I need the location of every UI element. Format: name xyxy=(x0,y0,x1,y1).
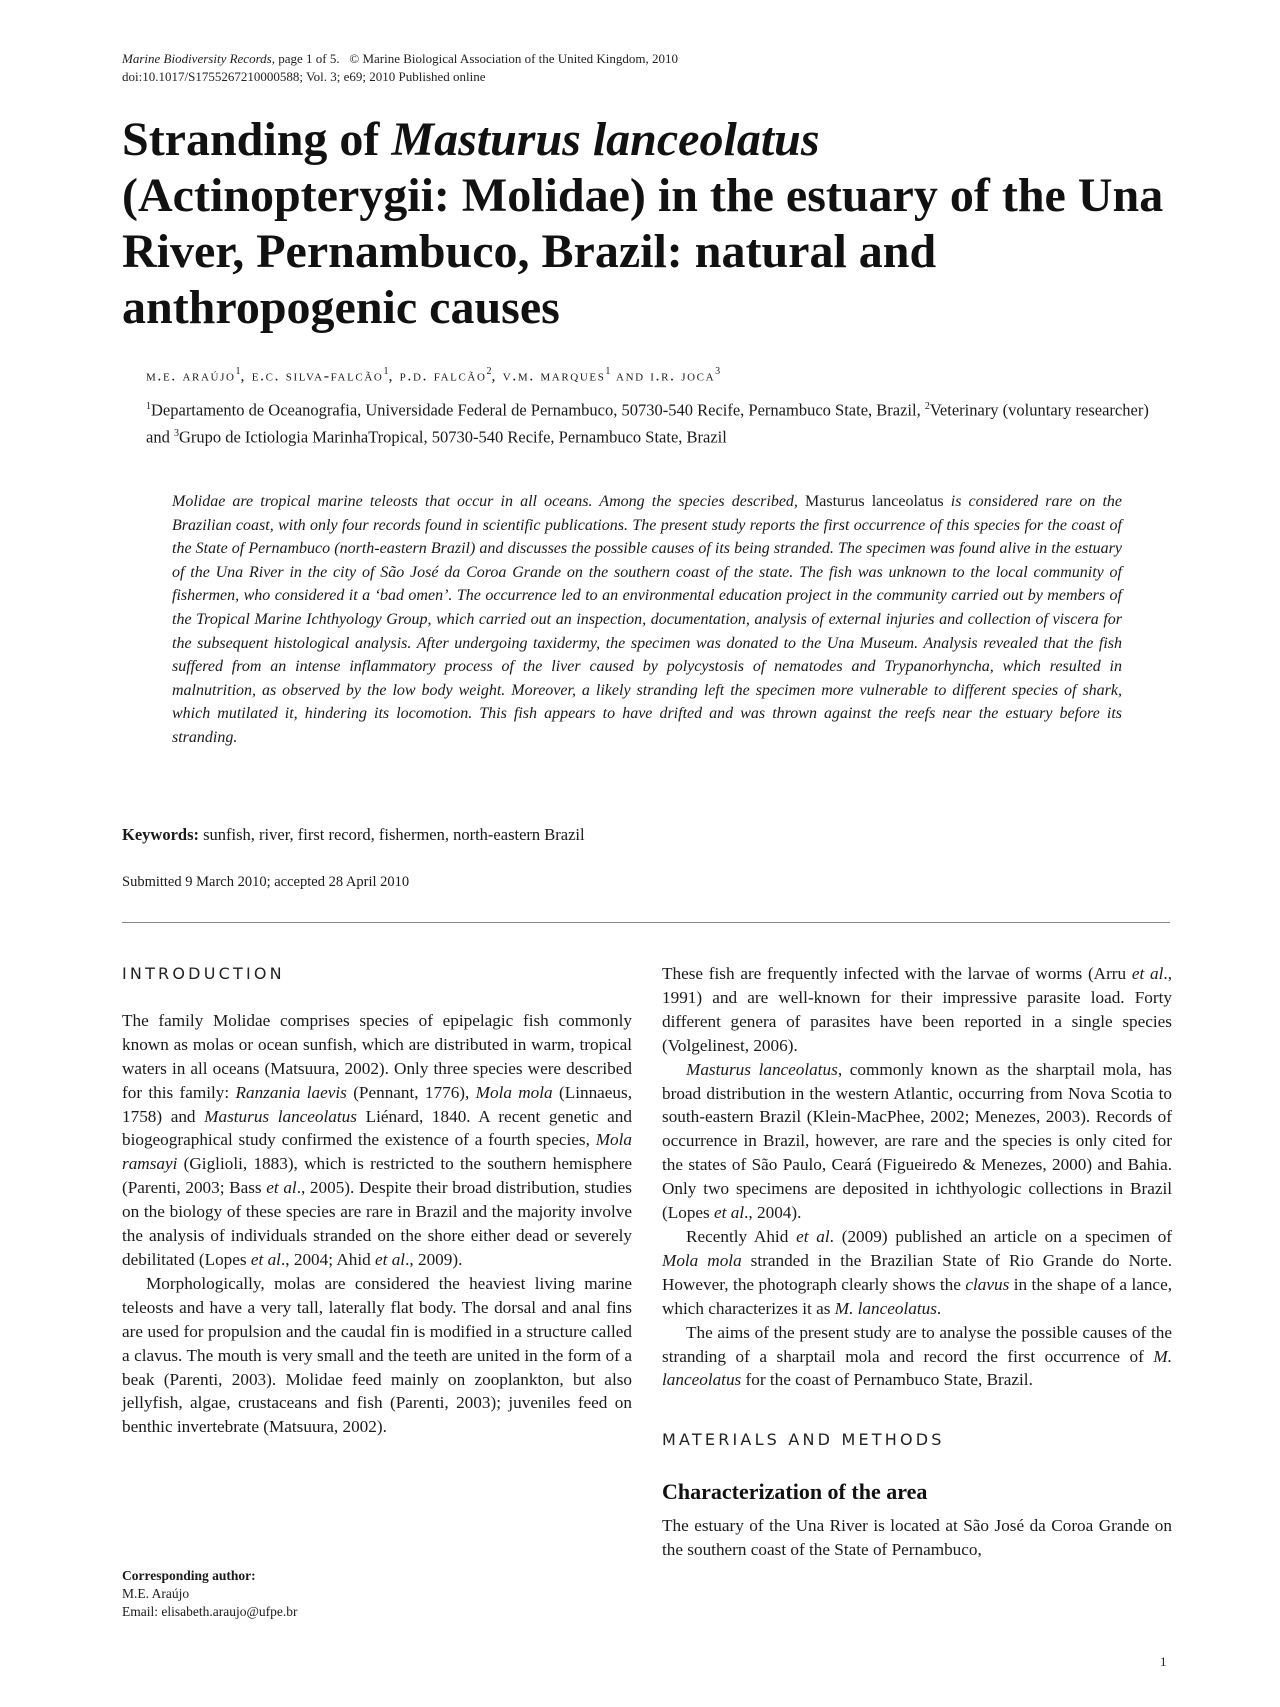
keywords-text: sunfish, river, first record, fishermen, north-eastern Brazil xyxy=(199,825,585,844)
journal-header xyxy=(122,50,1172,86)
title-part-2: (Actinopterygii: Molidae) in the estuary of the Una River, Pernambuco, Brazil: natural and anthropogenic causes xyxy=(122,169,1164,334)
area-subheading: Characterization of the area xyxy=(662,1479,928,1505)
journal-page-info: , page 1 of 5. xyxy=(271,51,340,66)
author-4: , v.m. marques xyxy=(491,367,606,385)
intro-paragraph-6: The aims of the present study are to analyse the possible causes of the stranding of a sharptail mola and record the first occurrence of M. lanceolatus for the coast of Pernambuco State, Brazil. xyxy=(662,1322,1172,1390)
keywords-label: Keywords: xyxy=(122,825,199,844)
abstract-text-1: Molidae are tropical marine teleosts that occur in all oceans. Among the species described, xyxy=(172,493,806,510)
title-species: Masturus lanceolatus xyxy=(391,113,820,166)
author-1: m.e. araújo xyxy=(146,367,236,385)
author-affiliations xyxy=(146,395,1176,448)
abstract-species: Masturus lanceolatus xyxy=(805,493,944,510)
author-2: , e.c. silva-falcão xyxy=(240,367,384,385)
article-title xyxy=(122,112,1182,336)
intro-paragraph-3: These fish are frequently infected with the larvae of worms (Arru et al., 1991) and are well-known for their impressive parasite load. Forty different genera of parasites have been reported in a single species (Volgelinest, 2006). xyxy=(662,964,1172,1055)
affil-sup-3: 3 xyxy=(173,427,179,439)
affil-sup-1: 1 xyxy=(146,401,151,412)
affil-sup-2: 2 xyxy=(924,401,930,412)
journal-name: Marine Biodiversity Records xyxy=(122,51,272,66)
journal-doi-line: doi:10.1017/S1755267210000588; Vol. 3; e69; 2010 Published online xyxy=(122,69,486,84)
corresponding-name: M.E. Araújo xyxy=(122,1586,190,1601)
corresponding-author xyxy=(122,1567,622,1621)
intro-paragraph-5: Recently Ahid et al. (2009) published an article on a specimen of Mola mola stranded in the Brazilian State of Rio Grande do Norte. However, the photograph clearly shows the clavus in the shape of a lance, which characterizes it as M. lanceolatus. xyxy=(662,1226,1173,1318)
corresponding-label: Corresponding author: xyxy=(122,1568,256,1583)
abstract xyxy=(172,490,1122,750)
intro-paragraph-4: Masturus lanceolatus, commonly known as the sharptail mola, has broad distribution in the western Atlantic, occurring from Nova Scotia to south-eastern Brazil (Klein-MacPhee, 2002; Menezes, 2003). Records of occurrence in Brazil, however, are rare and the species is only cited for the states of São Paulo, Ceará (Figueiredo & Menezes, 2000) and Bahia. Only two specimens are deposited in ichthyologic collections in Brazil (Lopes et al., 2004). xyxy=(662,1059,1172,1223)
title-part-1: Stranding of xyxy=(122,113,392,166)
abstract-text-2: is considered rare on the Brazilian coast, with only four records found in scientific publications. The present study reports the first occurrence of this species for the coast of the State of Pernambuco (north-eastern Brazil) and discusses the possible causes of its being stranded. The specimen was found alive in the estuary of the Una River in the city of São José da Coroa Grande on the southern coast of the state. The fish was unknown to the local community of fishermen, who considered it a ‘bad omen’. The occurrence led to an environmental education project in the community carried out by members of the Tropical Marine Ichthyology Group, which carried out an inspection, documentation, analysis of external injuries and collection of viscera for the subsequent histological analysis. After undergoing taxidermy, the specimen was donated to the Una Museum. Analysis revealed that the fish suffered from an intense inflammatory process of the liver caused by polycystosis of nematodes and Trypanorhyncha, which resulted in malnutrition, as observed by the low body weight. Moreover, a likely stranding left the specimen more vulnerable to different species of shark, which mutilated it, hindering its locomotion. This fish appears to have drifted and was thrown against the reefs near the estuary before its stranding. xyxy=(172,493,1122,746)
right-column xyxy=(662,962,1172,1562)
keywords xyxy=(122,825,1172,845)
intro-paragraph-1: The family Molidae comprises species of epipelagic fish commonly known as molas or ocean sunfish, which are distributed in warm, tropical waters in all oceans (Matsuura, 2002). Only three species were described for this family: Ranzania laevis (Pennant, 1776), Mola mola (Linnaeus, 1758) and Masturus lanceolatus Liénard, 1840. A recent genetic and biogeographical study confirmed the existence of a fourth species, Mola ramsayi (Giglioli, 1883), which is restricted to the southern hemisphere (Parenti, 2003; Bass et al., 2005). Despite their broad distribution, studies on the biology of these species are rare in Brazil and the majority involve the analysis of individuals stranded on the shore either dead or severely debilitated (Lopes et al., 2004; Ahid et al., 2009). xyxy=(122,1010,633,1269)
affil-3: Grupo de Ictiologia MarinhaTropical, 50730-540 Recife, Pernambuco State, Brazil xyxy=(178,427,727,446)
corresponding-email: Email: elisabeth.araujo@ufpe.br xyxy=(122,1604,298,1619)
left-column xyxy=(122,962,632,1439)
journal-copyright: © Marine Biological Association of the United Kingdom, 2010 xyxy=(349,51,679,66)
page-number: 1 xyxy=(1160,1654,1167,1669)
author-2-sup: 1 xyxy=(383,366,389,377)
author-5-sup: 3 xyxy=(715,366,721,377)
author-3-sup: 2 xyxy=(486,366,492,377)
author-1-sup: 1 xyxy=(235,366,241,377)
author-4-sup: 1 xyxy=(605,366,611,377)
affil-2: Veterinary (voluntary researcher) and xyxy=(146,400,1149,446)
affil-1: Departamento de Oceanografia, Universidade Federal de Pernambuco, 50730-540 Recife, Pernambuco State, Brazil, xyxy=(151,400,925,420)
introduction-heading: INTRODUCTION xyxy=(122,964,285,983)
submission-dates: Submitted 9 March 2010; accepted 28 April 2010 xyxy=(122,874,410,890)
section-divider xyxy=(122,922,1170,923)
author-list xyxy=(146,366,1176,385)
intro-paragraph-2: Morphologically, molas are considered the heaviest living marine teleosts and have a very tall, laterally flat body. The dorsal and anal fins are used for propulsion and the caudal fin is modified in a structure called a clavus. The mouth is very small and the teeth are united in the form of a beak (Parenti, 2003). Molidae feed mainly on zooplankton, but also jellyfish, algae, crustaceans and fish (Parenti, 2003); juveniles feed on benthic invertebrate (Matsuura, 2002). xyxy=(122,1273,632,1437)
methods-heading: MATERIALS AND METHODS xyxy=(662,1430,945,1450)
journal-citation-line xyxy=(122,50,1172,68)
methods-paragraph-1: The estuary of the Una River is located at São José da Coroa Grande on the southern coast of the State of Pernambuco, xyxy=(662,1516,1172,1560)
author-3: , p.d. falcão xyxy=(388,367,487,385)
author-5: and i.r. joca xyxy=(610,367,716,385)
